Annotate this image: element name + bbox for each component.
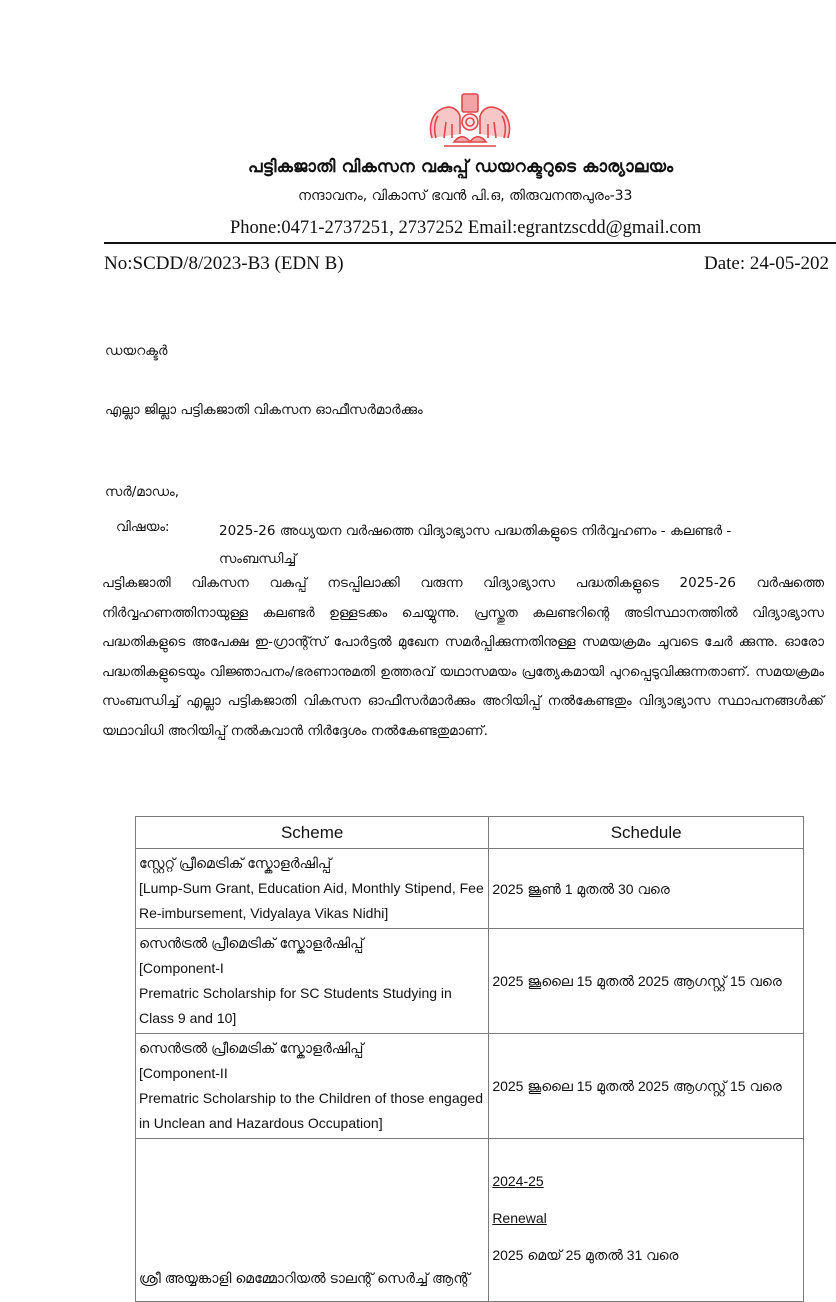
scheme-title: സെൻട്രൽ പ്രീമെട്രിക് സ്കോളർഷിപ്പ് xyxy=(139,1040,364,1056)
office-address: നന്ദാവനം, വികാസ് ഭവൻ പി.ഒ, തിരുവനന്തപുരം-33 xyxy=(298,188,633,204)
scheme-cell xyxy=(136,929,489,1034)
schedule-cell xyxy=(489,1034,804,1139)
body-paragraph: പട്ടികജാതി വികസന വകുപ്പ് നടപ്പിലാക്കി വരുന്ന വിദ്യാഭ്യാസ പദ്ധതികളുടെ 2025-26 വർഷത്തെ നിർവ്വഹണത്തിനായുള്ള കലണ്ടർ ഉള്ളടക്കം ചെയ്യുന്നു. പ്രസ്തുത കലണ്ടറിന്റെ അടിസ്ഥാനത്തിൽ വിദ്യാഭ്യാസ പദ്ധതികളുടെ അപേക്ഷ ഇ-ഗ്രാന്റ്സ് പോർട്ടൽ മുഖേന സമർപ്പിക്കുന്നതിനുള്ള സമയക്രമം ചുവടെ ചേർ ക്കുന്നു. ഓരോ പദ്ധതികളുടെയും വിജ്ഞാപനം/ഭരണാനുമതി ഉത്തരവ് യഥാസമയം പ്രത്യേകമായി പുറപ്പെടുവിക്കുന്നതാണ്. സമയക്രമം സംബന്ധിച്ച് എല്ലാ പട്ടികജാതി വികസന ഓഫീസർമാർക്കും അറിയിപ്പ് നൽകേണ്ടതും വിദ്യാഭ്യാസ സ്ഥാപനങ്ങൾക്ക് യഥാവിധി അറിയിപ്പ് നൽകുവാൻ നിർദ്ദേശം നൽകേണ്ടതുമാണ്. xyxy=(102,575,824,739)
schedule-year: 2024-25 xyxy=(492,1172,544,1189)
scheme-title: സ്റ്റേറ്റ് പ്രീമെട്രിക് സ്കോളർഷിപ്പ് xyxy=(139,855,332,871)
subject-text: 2025-26 അധ്യയന വർഷത്തെ വിദ്യാഭ്യാസ പദ്ധതികളുടെ നിർവ്വഹണം - കലണ്ടർ - സംബന്ധിച്ച് xyxy=(219,523,732,567)
schedule-cell xyxy=(489,849,804,929)
scheme-component: [Component-I xyxy=(139,960,224,976)
table-row xyxy=(136,1139,804,1302)
reference-date: Date: 24-05-202 xyxy=(704,253,830,274)
header-divider xyxy=(104,242,836,244)
header-scheme: Scheme xyxy=(136,817,489,849)
scheme-component: [Component-II xyxy=(139,1065,228,1081)
kerala-emblem-icon xyxy=(424,86,516,152)
schedule-table xyxy=(135,816,804,1302)
table-row xyxy=(136,1034,804,1139)
scheme-cell xyxy=(136,1034,489,1139)
schedule-dates: 2025 മെയ് 25 മുതൽ 31 വരെ xyxy=(492,1246,679,1263)
header-schedule: Schedule xyxy=(489,817,804,849)
scheme-title: സെൻട്രൽ പ്രീമെട്രിക് സ്കോളർഷിപ്പ് xyxy=(139,935,364,951)
scheme-detail: Prematric Scholarship to the Children of those engaged in Unclean and Hazardous Occupation] xyxy=(139,1090,483,1131)
schedule-dates: 2025 ജൂലൈ 15 മുതൽ 2025 ആഗസ്റ്റ് 15 വരെ xyxy=(492,1078,782,1094)
letter-to: എല്ലാ ജില്ലാ പട്ടികജാതി വികസന ഓഫീസർമാർക്കും xyxy=(105,402,423,418)
schedule-dates: 2025 ജൂലൈ 15 മുതൽ 2025 ആഗസ്റ്റ് 15 വരെ xyxy=(492,973,782,989)
scheme-cell xyxy=(136,849,489,929)
contact-line: Phone:0471-2737251, 2737252 Email:egrantzscdd@gmail.com xyxy=(230,218,702,238)
schedule-cell xyxy=(489,1139,804,1302)
schedule-cell xyxy=(489,929,804,1034)
schedule-dates: 2025 ജൂൺ 1 മുതൽ 30 വരെ xyxy=(492,880,670,897)
reference-number: No:SCDD/8/2023-B3 (EDN B) xyxy=(104,253,344,274)
subject-label: വിഷയം: xyxy=(116,519,170,535)
table-row xyxy=(136,849,804,929)
letter-from: ഡയറക്ടർ xyxy=(105,343,168,359)
schedule-type: Renewal xyxy=(492,1209,547,1226)
office-title: പട്ടികജാതി വികസന വകുപ്പ് ഡയറക്ടറുടെ കാര്യാലയം xyxy=(248,157,674,177)
scheme-cell xyxy=(136,1139,489,1302)
table-row xyxy=(136,929,804,1034)
scheme-title: ശ്രീ അയ്യങ്കാളി മെമ്മോറിയൽ ടാലന്റ് സെർച്ച് ആന്റ് xyxy=(139,1270,470,1286)
scheme-detail: Prematric Scholarship for SC Students Studying in Class 9 and 10] xyxy=(139,985,452,1026)
scheme-detail: [Lump-Sum Grant, Education Aid, Monthly Stipend, Fee Re-imbursement, Vidyalaya Vikas Nidhi] xyxy=(139,880,484,921)
salutation: സർ/മാഡം, xyxy=(105,484,179,500)
table-header-row xyxy=(136,817,804,849)
